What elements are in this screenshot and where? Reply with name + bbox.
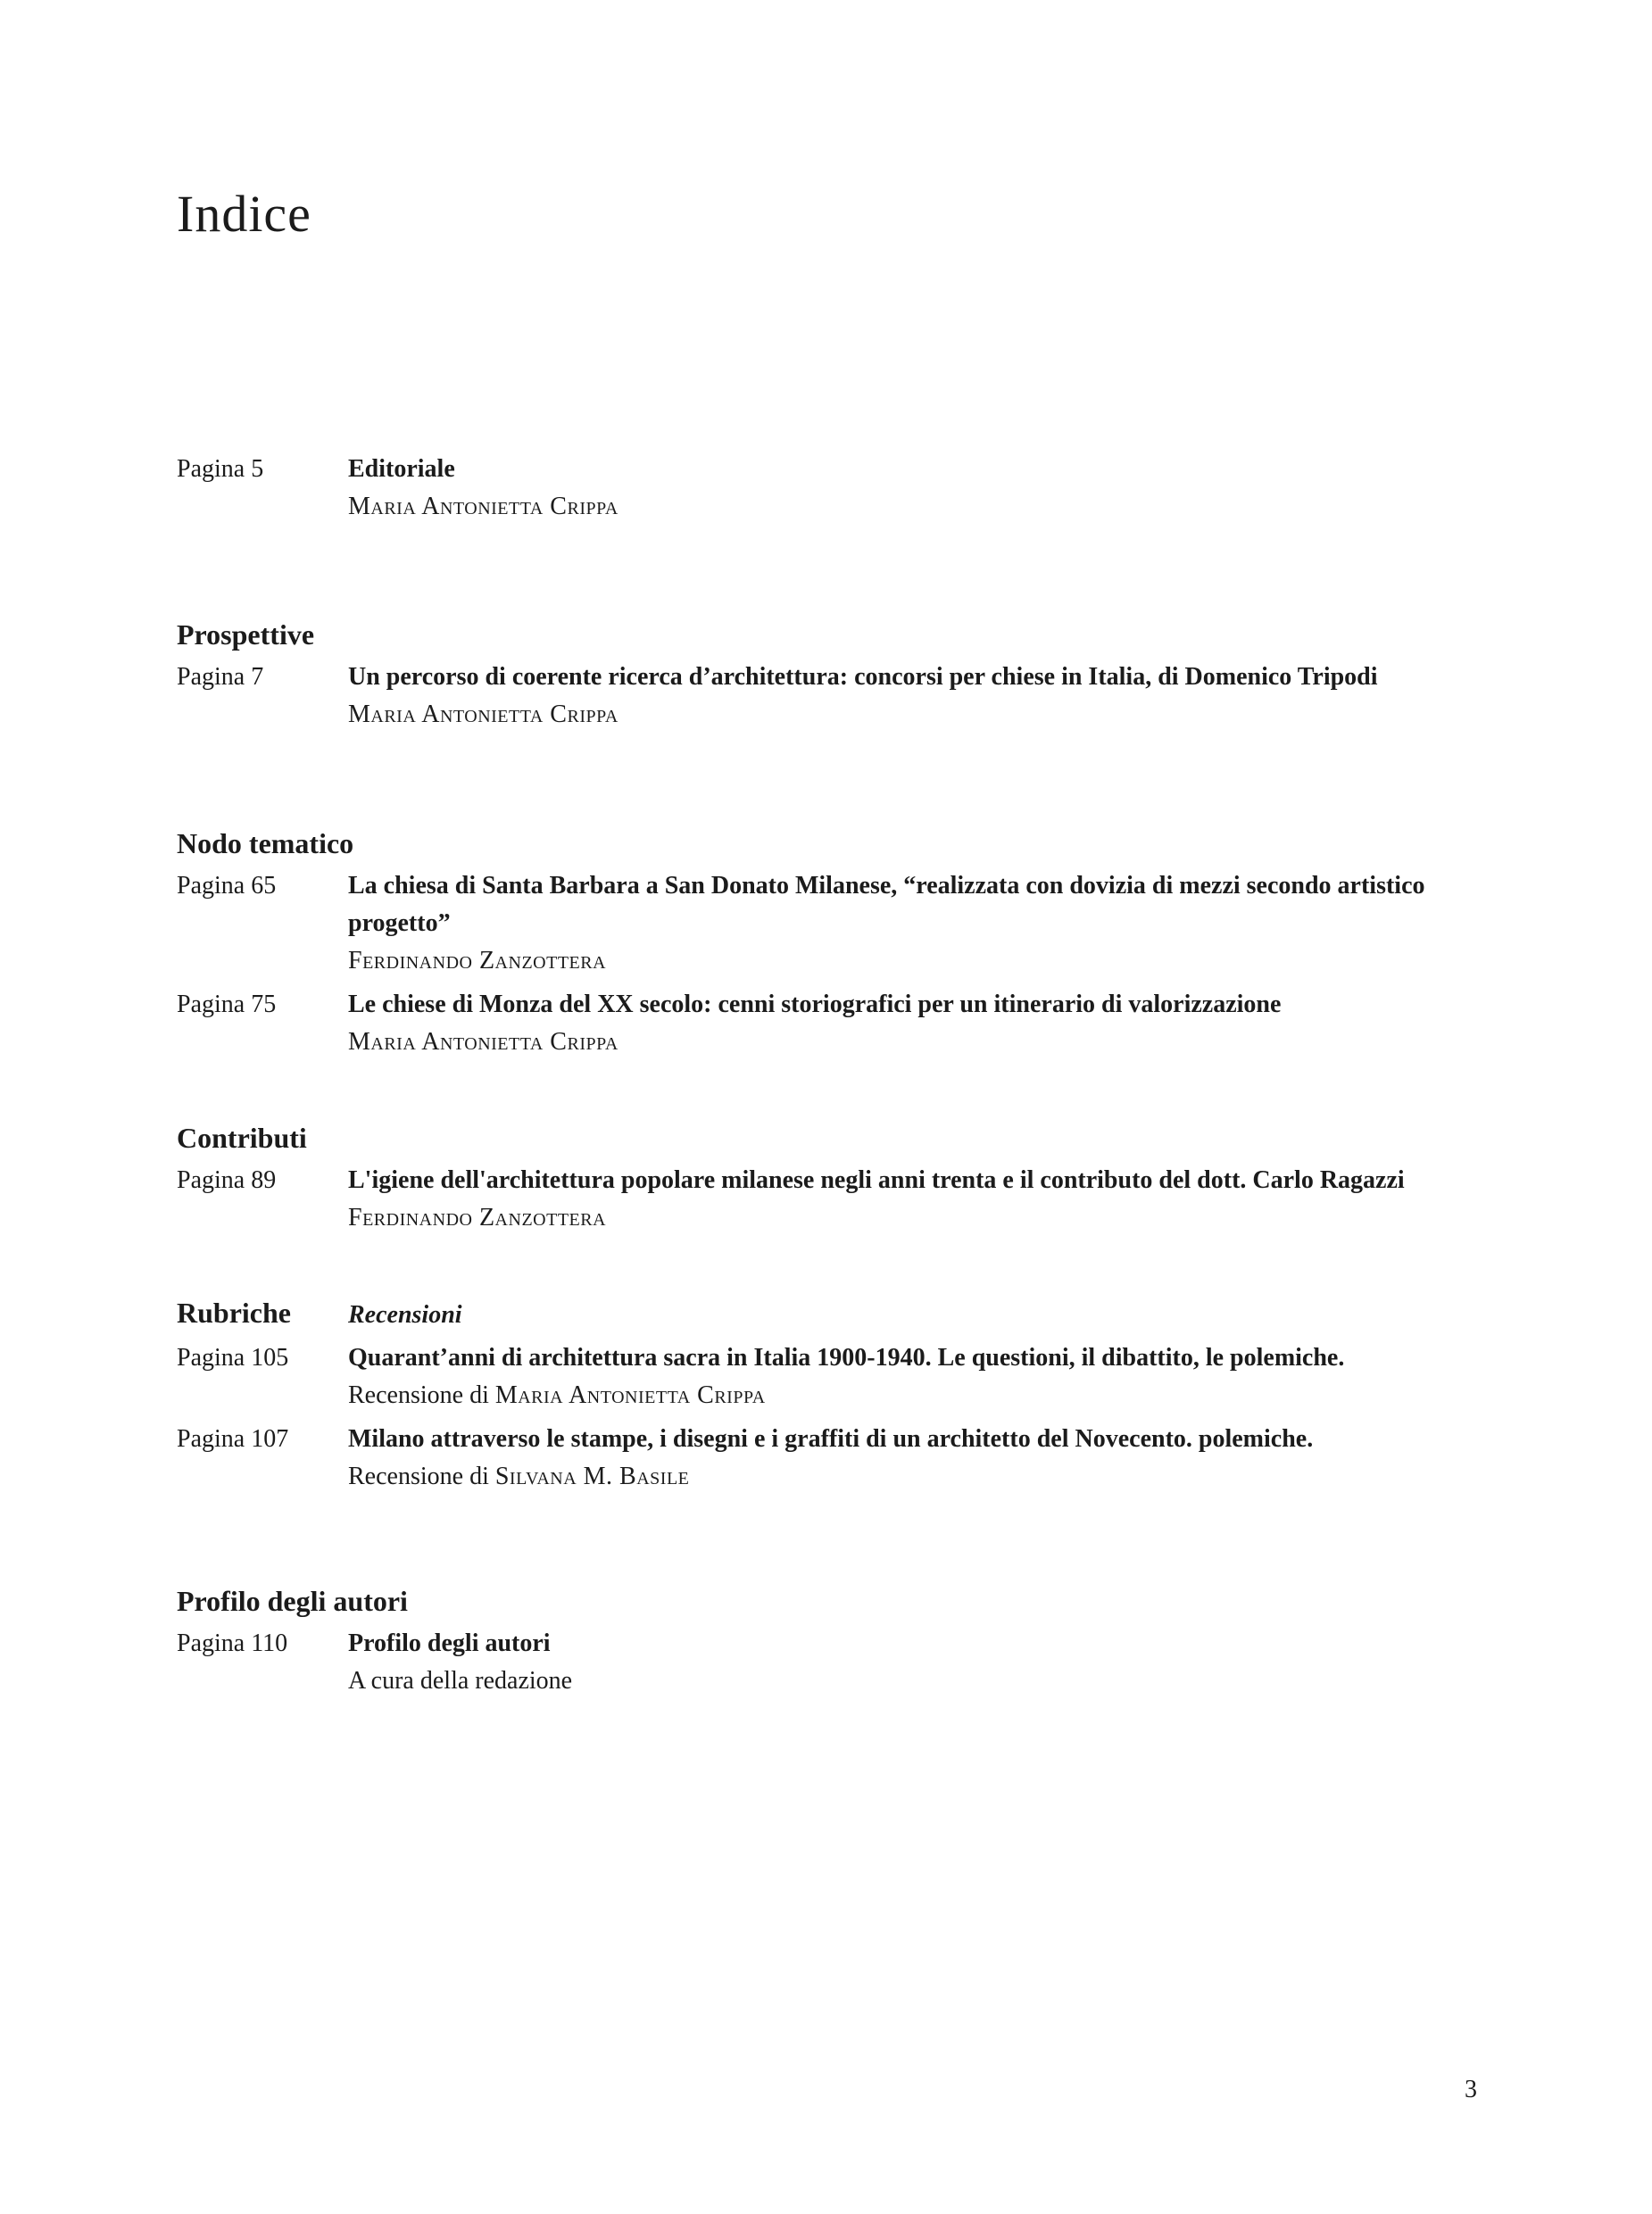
entry-byline (348, 1458, 1482, 1496)
author-name: Maria Antonietta Crippa (348, 701, 618, 728)
toc-entry (177, 451, 1482, 526)
page-number: 3 (1465, 2076, 1477, 2103)
author-name: Ferdinando Zanzottera (348, 1204, 607, 1231)
entry-byline (348, 942, 1482, 980)
entry-main (348, 1339, 1482, 1414)
toc-section-editoriale (177, 451, 1482, 526)
entry-main (348, 986, 1482, 1061)
entry-title: La chiesa di Santa Barbara a San Donato Milanese, “realizzata con dovizia di mezzi secondo artistico progetto” (348, 872, 1425, 937)
page-label: Pagina 7 (177, 663, 264, 691)
byline-prefix: Recensione di (348, 1463, 495, 1490)
page-label: Pagina 110 (177, 1629, 288, 1657)
entry-main (348, 1162, 1482, 1237)
entry-main (348, 451, 1482, 526)
byline-prefix: Recensione di (348, 1381, 495, 1409)
section-heading-row (177, 823, 1482, 864)
section-heading-row (177, 1117, 1482, 1158)
section-heading-note: Recensioni (348, 1301, 462, 1329)
toc-entry (177, 1421, 1482, 1496)
section-heading: Profilo degli autori (177, 1585, 408, 1617)
entry-main (348, 867, 1482, 980)
entry-byline (348, 488, 1482, 526)
byline-prefix: A cura della redazione (348, 1667, 573, 1695)
entry-main (348, 1421, 1482, 1496)
page-label: Pagina 65 (177, 872, 277, 900)
entry-main (348, 659, 1482, 734)
author-name: Maria Antonietta Crippa (348, 1028, 618, 1056)
toc-entry (177, 1625, 1482, 1700)
toc-entry (177, 1339, 1482, 1414)
toc-section-contributi (177, 1117, 1482, 1237)
page-label: Pagina 75 (177, 991, 277, 1018)
author-name: Maria Antonietta Crippa (348, 493, 618, 520)
section-heading: Contributi (177, 1122, 307, 1154)
entry-main (348, 1625, 1482, 1700)
toc-entry (177, 986, 1482, 1061)
entry-byline (348, 1199, 1482, 1237)
entry-title: Un percorso di coerente ricerca d’architettura: concorsi per chiese in Italia, di Domenico Tripodi (348, 663, 1378, 691)
entry-title: Editoriale (348, 455, 455, 483)
entry-title: Milano attraverso le stampe, i disegni e i graffiti di un architetto del Novecento. polemiche. (348, 1425, 1314, 1453)
toc-entry (177, 867, 1482, 980)
section-heading: Nodo tematico (177, 827, 354, 859)
toc-section-nodo-tematico (177, 823, 1482, 1061)
toc-entry (177, 1162, 1482, 1237)
toc-section-rubriche (177, 1292, 1482, 1496)
page-title: Indice (177, 185, 311, 243)
entry-byline (348, 1024, 1482, 1061)
section-heading-row (177, 614, 1482, 655)
toc-section-profilo (177, 1580, 1482, 1700)
page-label: Pagina 5 (177, 455, 264, 483)
entry-byline (348, 696, 1482, 734)
author-name: Maria Antonietta Crippa (494, 1381, 766, 1409)
entry-title: Quarant’anni di architettura sacra in Italia 1900-1940. Le questioni, il dibattito, le polemiche. (348, 1344, 1345, 1372)
entry-byline (348, 1663, 1482, 1700)
author-name: Ferdinando Zanzottera (348, 947, 607, 974)
section-heading-row (177, 1580, 1482, 1621)
page-label: Pagina 105 (177, 1344, 289, 1372)
section-heading: Prospettive (177, 618, 315, 651)
entry-title: Le chiese di Monza del XX secolo: cenni storiografici per un itinerario di valorizzazione (348, 991, 1282, 1018)
section-heading: Rubriche (177, 1297, 291, 1329)
entry-title: L'igiene dell'architettura popolare milanese negli anni trenta e il contributo del dott. Carlo Ragazzi (348, 1166, 1405, 1194)
section-heading-row (177, 1292, 1482, 1336)
author-name: Silvana M. Basile (494, 1463, 690, 1490)
toc-entry (177, 659, 1482, 734)
toc-section-prospettive (177, 614, 1482, 734)
entry-byline (348, 1377, 1482, 1414)
page-label: Pagina 89 (177, 1166, 277, 1194)
page-label: Pagina 107 (177, 1425, 289, 1453)
entry-title: Profilo degli autori (348, 1629, 551, 1657)
